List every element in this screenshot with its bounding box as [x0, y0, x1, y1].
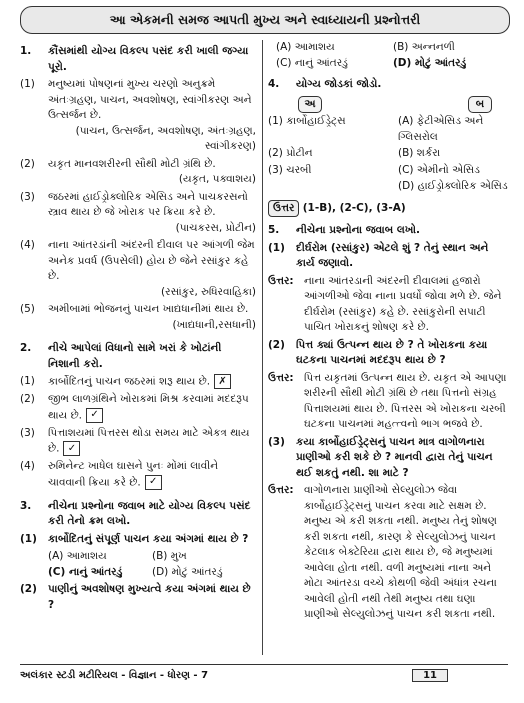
- match-left: (2) પ્રોટીન: [268, 147, 313, 159]
- option: (C) નાનું આંતરડું: [276, 56, 348, 69]
- question-2: [20, 341, 256, 372]
- question-number: 1.: [20, 45, 32, 57]
- item-options: (રસાંકુર, રુધિરવાહિકા): [161, 285, 256, 298]
- question-number: 5.: [268, 224, 280, 236]
- list-item: [20, 426, 256, 458]
- option-list: [20, 549, 256, 580]
- column-b-label: બ: [468, 96, 492, 114]
- question-3: [20, 499, 256, 530]
- answer-label: ઉત્તર:: [268, 274, 294, 287]
- item-number: (1): [268, 241, 285, 254]
- option: (A) આમાશય: [276, 41, 335, 53]
- item-text: નાના આંતરડાંની અંદરની દીવાલ પર આંગળી જેમ અનેક પ્રવર્ધ (ઉપસેલી) હોય છે જેને રસાંકુર કહે છે.: [48, 239, 255, 282]
- left-column: [20, 40, 256, 613]
- question-5: [268, 223, 510, 239]
- item-options: (યકૃત, પક્વાશય): [178, 173, 256, 185]
- match-row: [268, 146, 510, 162]
- question-number: 3.: [20, 499, 32, 512]
- mark-box: ✓: [145, 475, 162, 490]
- option-list: [268, 40, 510, 71]
- item-number: (3): [20, 190, 35, 203]
- item-number: (2): [20, 393, 35, 405]
- match-header: [268, 96, 510, 114]
- question-number: 2.: [20, 342, 32, 354]
- answer-block: [268, 371, 510, 433]
- match-left: [268, 179, 398, 195]
- item-number: (2): [20, 583, 37, 595]
- column-divider: [262, 40, 263, 655]
- item-number: (2): [20, 157, 35, 170]
- answer-label: ઉત્તર:: [268, 484, 294, 496]
- match-row: [268, 163, 510, 179]
- option: (A) આમાશય: [48, 550, 107, 562]
- answer-text: વાગોળનારા પ્રાણીઓ સેલ્યુલોઝ જેવા કાર્બોહાઈડ્રેટ્સનું પાચન કરવા માટે સક્ષમ છે. મનુષ્ય એ કરી શકતા નથી. મનુષ્ય તેનું શોષણ કરી શકતા નથી, કારણ કે સેલ્યુલોઝનું પાચન કેટલાક બેક્ટેરિયા દ્વારા થાય છે, જે મનુષ્યમાં આવેલા હોતા નથી. વળી મનુષ્યમાં નાના અને મોટા આંતરડા વચ્ચે કોથળી જેવી અંધાંત્ર રચના આવેલી હોતી નથી તેથી મનુષ્ય તથા ઘણા પ્રાણીઓ સેલ્યુલોઝનું પાચન કરી શકતા નથી.: [304, 484, 497, 620]
- item-text: યકૃત માનવશરીરની સૌથી મોટી ગ્રંથિ છે.: [48, 157, 216, 170]
- item-text: મનુષ્યમાં પોષણનાં મુખ્ય ચરણો અનુક્રમે અંતઃગ્રહણ, પાચન, અવશોષણ, સ્વાંગીકરણ અને ઉત્સર્જન છે.: [48, 78, 252, 121]
- item-text: કાર્બોદિતનું સંપૂર્ણ પાચન કયા અંગમાં થાય છે ?: [48, 532, 249, 545]
- list-item: [20, 238, 256, 300]
- answer-text: (1-B), (2-C), (3-A): [302, 201, 406, 214]
- match-right: (C) એમીનો એસિડ: [398, 163, 480, 176]
- mark-box: ✗: [214, 374, 231, 389]
- match-right: (A) ફેટીએસિડ અને ગ્લિસરોલ: [398, 115, 484, 143]
- item-options: (પાચકરસ, પ્રોટીન): [175, 221, 256, 234]
- match-row: [268, 179, 510, 195]
- right-column: [268, 40, 510, 623]
- item-text: પિત્તાશયમાં પિત્તરસ થોડા સમય માટે એકત્ર થાય છે.: [48, 426, 250, 455]
- answer-text: નાના આંતરડાની અંદરની દીવાલમાં હજારો આંગળીઓ જેવા નાના પ્રવર્ધો જોવા મળે છે. જેને દીર્ઘરોમ (રસાંકુર) કહે છે. રસાંકુરોની સપાટી પાચિત ખોરાકનું શોષણ કરે છે.: [304, 274, 502, 333]
- section-banner: [20, 6, 510, 34]
- column-a-label: અ: [298, 96, 322, 114]
- question-1: [20, 44, 256, 75]
- option-correct: (C) નાનું આંતરડું: [48, 565, 123, 578]
- item-text: કાર્બોદિતનું પાચન જઠરમાં શરૂ થાય છે.: [48, 375, 211, 388]
- list-item: [20, 77, 256, 155]
- question-number: 4.: [268, 78, 280, 90]
- option: (B) અન્નનળી: [393, 41, 455, 53]
- match-right: (D) હાઈડ્રોક્લોરિક એસિડ: [398, 180, 508, 192]
- answer-label: ઉત્તર:: [268, 371, 294, 384]
- item-number: (3): [268, 435, 285, 448]
- list-item: [20, 392, 256, 424]
- answer-block: [268, 274, 510, 336]
- item-number: (5): [20, 303, 35, 315]
- item-number: (1): [20, 78, 35, 90]
- item-options: (પાચન, ઉત્સર્જન, અવશોષણ, અંતઃગ્રહણ, સ્વાંગીકરણ): [75, 124, 256, 152]
- list-item: [20, 374, 256, 390]
- item-number: (3): [20, 426, 35, 439]
- mark-box: ✓: [86, 408, 103, 423]
- page-number: 11: [412, 669, 448, 682]
- item-text: દીર્ઘરોમ (રસાંકુર) એટલે શું ? તેનું સ્થાન અને કાર્ય જણાવો.: [296, 241, 489, 269]
- match-row: [268, 114, 510, 145]
- mark-box: ✓: [63, 441, 80, 456]
- footer-title: અલંકાર સ્ટડી મટીરિયલ - વિજ્ઞાન - ધોરણ - 7: [20, 669, 209, 681]
- match-left: (3) ચરબી: [268, 163, 312, 176]
- item-number: (1): [20, 532, 37, 545]
- question-text: નીચેના પ્રશ્નોના જવાબ લખો.: [296, 224, 421, 236]
- banner-title: આ એકમની સમજ આપતી મુખ્ય અને સ્વાધ્યાયની પ્રશ્નોત્તરી: [109, 12, 421, 27]
- match-right: (B) શર્કરા: [398, 147, 441, 159]
- item-options: (ખાદ્યધાની,રસધાની): [172, 318, 256, 331]
- answer-line: [268, 200, 510, 218]
- list-item: [20, 302, 256, 333]
- answer-text: પિત્ત યકૃતમાં ઉત્પન્ન થાય છે. યકૃત એ આપણા શરીરની સૌથી મોટી ગ્રંથિ છે તથા પિત્તનો સંગ્રહ પિત્તાશયમાં થાય છે. પિત્તરસ એ ખોરાકના ચરબી ઘટકના પાચનમાં મહત્ત્વનો ભાગ ભજવે છે.: [304, 371, 507, 430]
- answer-block: [268, 483, 510, 623]
- item-text: અમીબામાં ભોજનનું પાચન ખાદ્યધાનીમાં થાય છે.: [48, 303, 249, 315]
- page-footer: [20, 664, 508, 685]
- list-item: [20, 582, 256, 613]
- item-text: પિત્ત ક્યાં ઉત્પન્ન થાય છે ? તે ખોરાકના કયા ઘટકના પાચનમાં મદદરૂપ થાય છે ?: [296, 338, 488, 366]
- option-correct: (D) મોટું આંતરડું: [393, 56, 467, 69]
- item-text: રુમિનેન્ટ ખાધેલ ઘાસને પુનઃ મોંમાં લાવીને ચાવવાની ક્રિયા કરે છે.: [48, 460, 219, 488]
- item-text: જીભ લાળગ્રંથિને ખોરાકમાં મિશ્ર કરવામાં મદદરૂપ થાય છે.: [48, 393, 249, 421]
- item-number: (2): [268, 338, 285, 351]
- sub-question: [268, 338, 510, 369]
- item-text: જઠરમાં હાઈડ્રોક્લોરિક એસિડ અને પાચકરસનો સ્ત્રાવ થાય છે જે ખોરાક પર ક્રિયા કરે છે.: [48, 190, 248, 218]
- item-number: (4): [20, 239, 35, 251]
- question-text: કૌંસમાંથી યોગ્ય વિકલ્પ પસંદ કરી ખાલી જગ્યા પૂરો.: [48, 45, 249, 73]
- item-text: કયા કાર્બોહાઈડ્રેટ્સનું પાચન માત્ર વાગોળનારા પ્રાણીઓ કરી શકે છે ? માનવી દ્વારા તેનું પાચન થઈ શકતું નથી. શા માટે ?: [296, 435, 493, 479]
- question-4: [268, 77, 510, 93]
- option: (D) મોટું આંતરડું: [152, 565, 223, 578]
- sub-question: [268, 435, 510, 482]
- list-item: [20, 157, 256, 188]
- list-item: [20, 190, 256, 237]
- answer-label: ઉત્તર: [268, 200, 299, 218]
- question-text: નીચે આપેલાં વિધાનો સામે ખરાં કે ખોટાંની નિશાની કરો.: [48, 342, 222, 370]
- question-text: નીચેના પ્રશ્નોના જવાબ માટે યોગ્ય વિકલ્પ પસંદ કરી તેનો ક્રમ લખો.: [48, 499, 251, 527]
- sub-question: [268, 241, 510, 272]
- list-item: [20, 459, 256, 491]
- option: (B) મુખ: [152, 550, 187, 562]
- match-left: (1) કાર્બોહાઈડ્રેટ્સ: [268, 115, 346, 127]
- item-number: (4): [20, 460, 35, 472]
- item-number: (1): [20, 375, 35, 387]
- list-item: [20, 532, 256, 548]
- item-text: પાણીનું અવશોષણ મુખ્યત્વે કયા અંગમાં થાય છે ?: [48, 583, 251, 611]
- question-text: યોગ્ય જોડકાં જોડો.: [296, 78, 382, 90]
